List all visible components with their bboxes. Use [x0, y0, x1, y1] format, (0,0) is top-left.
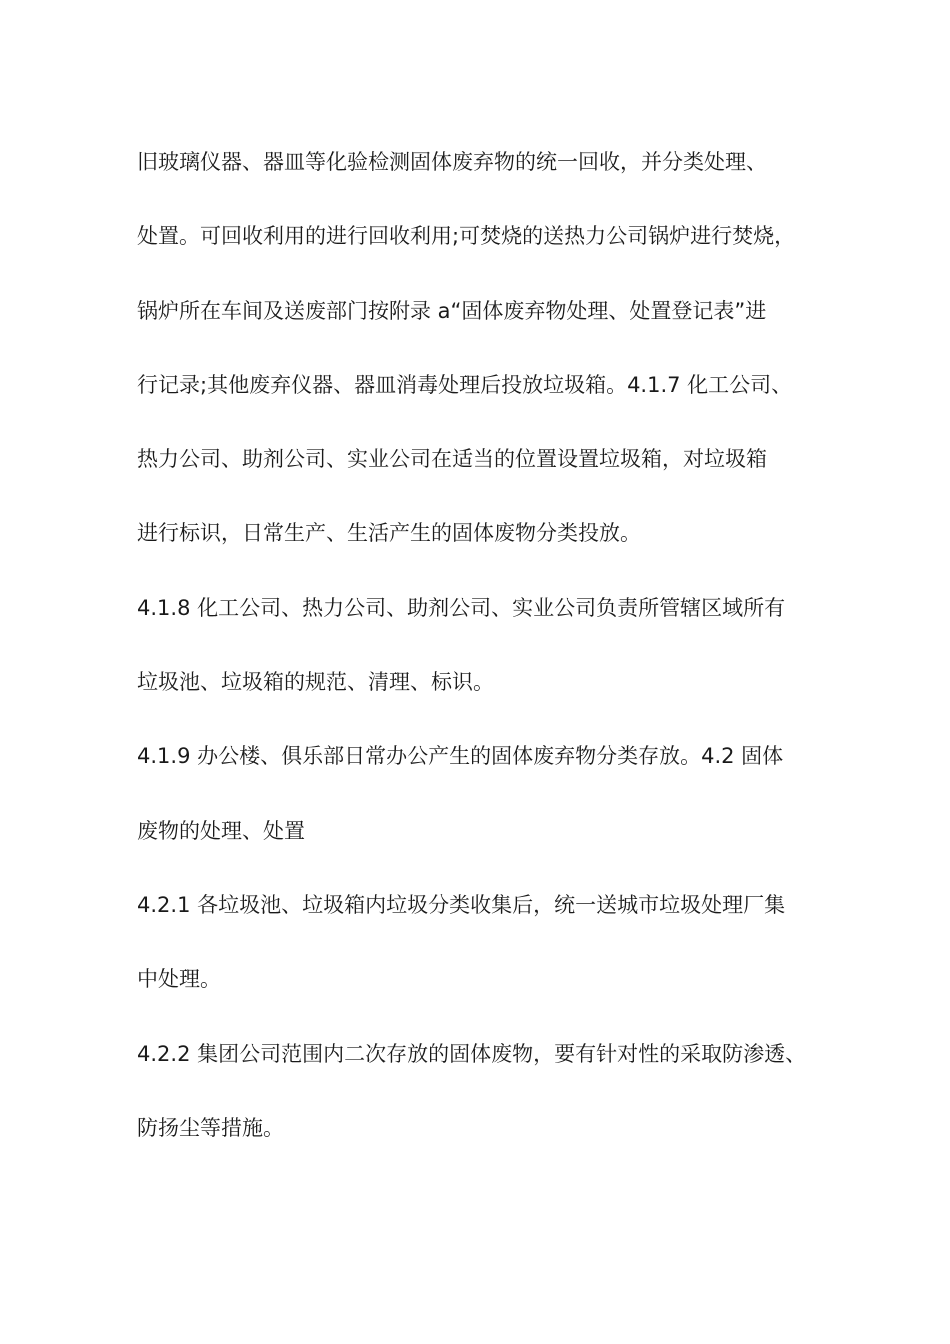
- text-line: 行记录;其他废弃仪器、器皿消毒处理后投放垃圾箱。4.1.7 化工公司、: [137, 372, 793, 397]
- text-line: 旧玻璃仪器、器皿等化验检测固体废弃物的统一回收，并分类处理、: [137, 150, 767, 174]
- text-line: 4.2.1 各垃圾池、垃圾箱内垃圾分类收集后，统一送城市垃圾处理厂集: [137, 892, 786, 917]
- text-line: 进行标识，日常生产、生活产生的固体废物分类投放。: [137, 521, 641, 546]
- text-line: 废物的处理、处置: [137, 818, 305, 843]
- document-body: [137, 144, 837, 1184]
- text-line: 处置。可回收利用的进行回收利用;可焚烧的送热力公司锅炉进行焚烧，: [137, 224, 796, 249]
- text-line: 4.1.8 化工公司、热力公司、助剂公司、实业公司负责所管辖区域所有: [137, 595, 786, 620]
- text-line: 垃圾池、垃圾箱的规范、清理、标识。: [137, 670, 494, 695]
- text-line: 4.2.2 集团公司范围内二次存放的固体废物，要有针对性的采取防渗透、: [137, 1041, 807, 1066]
- text-line: 防扬尘等措施。: [137, 1115, 284, 1140]
- text-line: 中处理。: [137, 967, 221, 992]
- text-line: 热力公司、助剂公司、实业公司在适当的位置设置垃圾箱，对垃圾箱: [137, 447, 767, 472]
- text-line: 锅炉所在车间及送废部门按附录 a“固体废弃物处理、处置登记表”进: [137, 298, 767, 323]
- text-line: 4.1.9 办公楼、俱乐部日常办公产生的固体废弃物分类存放。4.2 固体: [137, 744, 784, 769]
